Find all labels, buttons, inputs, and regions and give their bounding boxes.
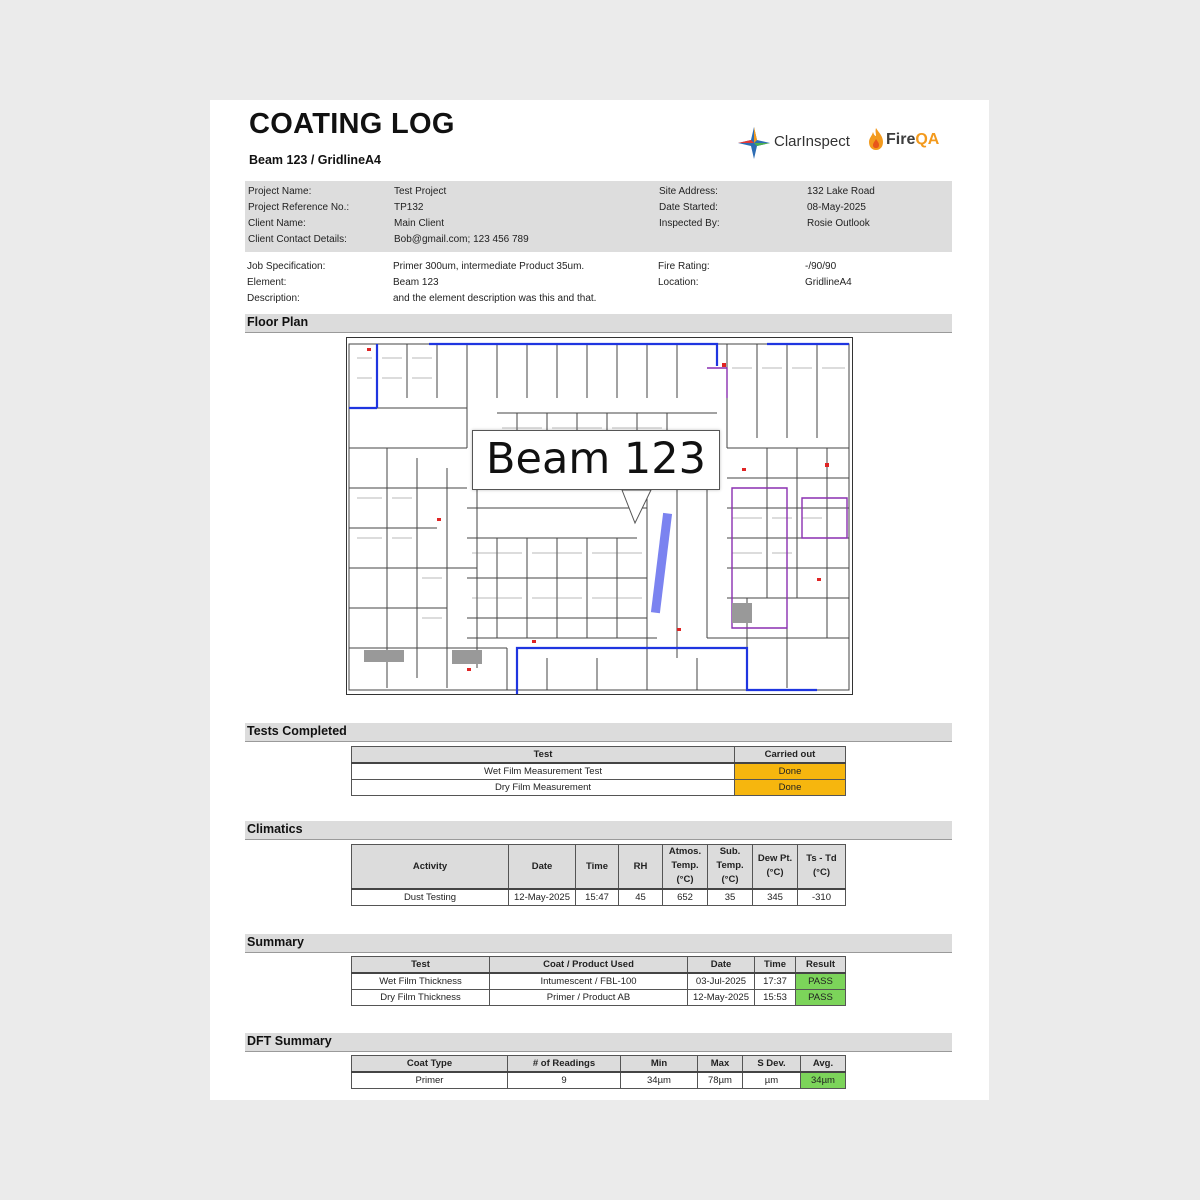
date-started-value: 08-May-2025 xyxy=(807,202,866,213)
summary-time: 15:53 xyxy=(755,990,796,1006)
report-page xyxy=(210,100,989,1100)
climatics-table xyxy=(351,844,846,906)
summary-header-result: Result xyxy=(796,957,846,974)
climatics-header-sub-temp: Sub. Temp. (°C) xyxy=(708,845,753,889)
client-name-value: Main Client xyxy=(394,218,445,229)
fireqa-logo-fire: Fire xyxy=(886,131,916,148)
tests-section-title: Tests Completed xyxy=(247,724,347,738)
date-started-label: Date Started: xyxy=(659,202,718,213)
climatics-activity: Dust Testing xyxy=(352,889,509,906)
beam-callout-label: Beam 123 xyxy=(472,430,720,490)
location-value: GridlineA4 xyxy=(805,277,852,288)
climatics-ts-td: -310 xyxy=(798,889,846,906)
summary-coat: Intumescent / FBL-100 xyxy=(490,973,688,990)
floor-plan-drawing xyxy=(347,338,852,694)
table-row xyxy=(352,973,846,990)
client-contact-value: Bob@gmail.com; 123 456 789 xyxy=(394,234,529,245)
summary-time: 17:37 xyxy=(755,973,796,990)
test-status: Done xyxy=(735,763,846,780)
climatics-dew-point: 345 xyxy=(753,889,798,906)
fire-rating-label: Fire Rating: xyxy=(658,261,710,272)
site-address-label: Site Address: xyxy=(659,186,718,197)
project-ref-label: Project Reference No.: xyxy=(248,202,350,213)
dft-max: 78µm xyxy=(698,1072,743,1089)
fireqa-logo-qa: QA xyxy=(915,131,940,148)
climatics-header-ts-td: Ts - Td (°C) xyxy=(798,845,846,889)
dft-table xyxy=(351,1055,846,1089)
dft-header-sdev: S Dev. xyxy=(743,1056,801,1073)
summary-header-coat: Coat / Product Used xyxy=(490,957,688,974)
element-value: Beam 123 xyxy=(393,277,439,288)
summary-header-date: Date xyxy=(688,957,755,974)
floor-plan-section-title: Floor Plan xyxy=(247,315,309,329)
test-name: Dry Film Measurement xyxy=(352,780,735,796)
job-spec-label: Job Specification: xyxy=(247,261,326,272)
summary-result: PASS xyxy=(796,990,846,1006)
climatics-header-rh: RH xyxy=(619,845,663,889)
project-info-block xyxy=(245,181,952,252)
climatics-atmos-temp: 652 xyxy=(663,889,708,906)
inspected-by-label: Inspected By: xyxy=(659,218,720,229)
dft-header-avg: Avg. xyxy=(801,1056,846,1073)
table-row xyxy=(352,763,846,780)
summary-date: 12-May-2025 xyxy=(688,990,755,1006)
report-title: COATING LOG xyxy=(249,108,455,140)
dft-coat-type: Primer xyxy=(352,1072,508,1089)
clarinspect-logo-text: ClarInspect xyxy=(774,133,850,150)
dft-header-coat-type: Coat Type xyxy=(352,1056,508,1073)
description-value: and the element description was this and that. xyxy=(393,293,597,304)
climatics-header-time: Time xyxy=(576,845,619,889)
table-row xyxy=(352,780,846,796)
tests-header-test: Test xyxy=(352,747,735,764)
climatics-time: 15:47 xyxy=(576,889,619,906)
client-name-label: Client Name: xyxy=(248,218,306,229)
table-row xyxy=(352,990,846,1006)
client-contact-label: Client Contact Details: xyxy=(248,234,347,245)
description-label: Description: xyxy=(247,293,300,304)
climatics-section-header xyxy=(245,821,952,840)
dft-header-readings: # of Readings xyxy=(508,1056,621,1073)
summary-test: Wet Film Thickness xyxy=(352,973,490,990)
floor-plan-section-header xyxy=(245,314,952,333)
project-ref-value: TP132 xyxy=(394,202,424,213)
climatics-sub-temp: 35 xyxy=(708,889,753,906)
test-status: Done xyxy=(735,780,846,796)
summary-section-header xyxy=(245,934,952,953)
summary-coat: Primer / Product AB xyxy=(490,990,688,1006)
climatics-header-activity: Activity xyxy=(352,845,509,889)
climatics-header-date: Date xyxy=(509,845,576,889)
climatics-section-title: Climatics xyxy=(247,822,303,836)
dft-section-header xyxy=(245,1033,952,1052)
climatics-rh: 45 xyxy=(619,889,663,906)
summary-table xyxy=(351,956,846,1006)
summary-section-title: Summary xyxy=(247,935,304,949)
project-name-value: Test Project xyxy=(394,186,447,197)
brand-logos xyxy=(736,125,951,157)
tests-section-header xyxy=(245,723,952,742)
fireqa-logo-text xyxy=(886,131,939,149)
table-row xyxy=(352,1072,846,1089)
tests-table xyxy=(351,746,846,796)
dft-avg: 34µm xyxy=(801,1072,846,1089)
inspected-by-value: Rosie Outlook xyxy=(807,218,870,229)
project-name-label: Project Name: xyxy=(248,186,312,197)
summary-test: Dry Film Thickness xyxy=(352,990,490,1006)
summary-header-time: Time xyxy=(755,957,796,974)
dft-sdev: µm xyxy=(743,1072,801,1089)
dft-min: 34µm xyxy=(621,1072,698,1089)
clarinspect-star-icon xyxy=(736,125,772,161)
climatics-date: 12-May-2025 xyxy=(509,889,576,906)
location-label: Location: xyxy=(658,277,699,288)
dft-header-max: Max xyxy=(698,1056,743,1073)
dft-section-title: DFT Summary xyxy=(247,1034,332,1048)
climatics-header-dew-point: Dew Pt. (°C) xyxy=(753,845,798,889)
job-spec-value: Primer 300um, intermediate Product 35um. xyxy=(393,261,585,272)
dft-readings: 9 xyxy=(508,1072,621,1089)
summary-result: PASS xyxy=(796,973,846,990)
element-label: Element: xyxy=(247,277,287,288)
dft-header-min: Min xyxy=(621,1056,698,1073)
summary-date: 03-Jul-2025 xyxy=(688,973,755,990)
report-subtitle: Beam 123 / GridlineA4 xyxy=(249,153,382,167)
floor-plan-image xyxy=(346,337,853,695)
beam-marker xyxy=(651,513,672,613)
fire-rating-value: -/90/90 xyxy=(805,261,837,272)
site-address-value: 132 Lake Road xyxy=(807,186,875,197)
summary-header-test: Test xyxy=(352,957,490,974)
climatics-header-atmos-temp: Atmos. Temp. (°C) xyxy=(663,845,708,889)
tests-header-carried-out: Carried out xyxy=(735,747,846,764)
test-name: Wet Film Measurement Test xyxy=(352,763,735,780)
flame-icon xyxy=(867,127,885,151)
table-row xyxy=(352,889,846,906)
